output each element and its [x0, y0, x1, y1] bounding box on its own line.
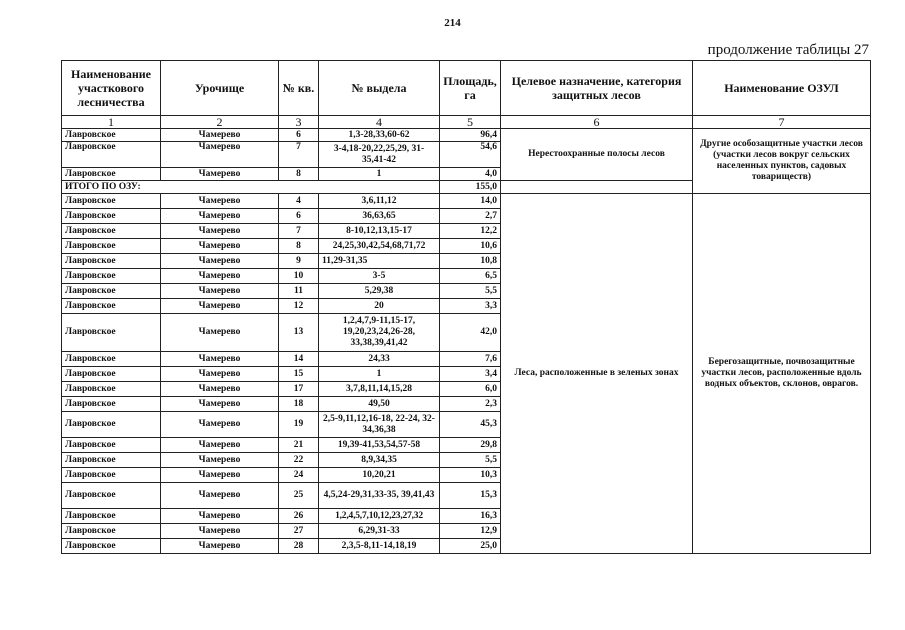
cell-area: 29,8 — [440, 438, 501, 453]
cell-allotments: 3,7,8,11,14,15,28 — [319, 382, 440, 397]
cell-quarter: 4 — [279, 194, 319, 209]
header-allotment-number: № выдела — [319, 61, 440, 116]
cell-quarter: 17 — [279, 382, 319, 397]
cell-quarter: 11 — [279, 284, 319, 299]
header-purpose: Целевое назначение, категория защитных лесов — [501, 61, 693, 116]
column-number: 1 — [62, 116, 161, 129]
cell-area: 54,6 — [440, 142, 501, 168]
cell-forestry: Лавровское — [62, 209, 161, 224]
cell-forestry: Лавровское — [62, 352, 161, 367]
cell-forestry: Лавровское — [62, 539, 161, 554]
cell-allotments: 10,20,21 — [319, 468, 440, 483]
cell-area: 96,4 — [440, 129, 501, 142]
cell-forestry: Лавровское — [62, 142, 161, 168]
cell-quarter: 28 — [279, 539, 319, 554]
cell-forestry: Лавровское — [62, 453, 161, 468]
cell-tract: Чамерево — [161, 239, 279, 254]
cell-tract: Чамерево — [161, 524, 279, 539]
cell-empty — [501, 181, 693, 194]
header-area: Площадь, га — [440, 61, 501, 116]
cell-quarter: 7 — [279, 142, 319, 168]
cell-allotments: 36,63,65 — [319, 209, 440, 224]
cell-allotments: 3-4,18-20,22,25,29, 31-35,41-42 — [319, 142, 440, 168]
cell-quarter: 10 — [279, 269, 319, 284]
cell-area: 14,0 — [440, 194, 501, 209]
cell-area: 4,0 — [440, 168, 501, 181]
cell-tract: Чамерево — [161, 382, 279, 397]
cell-quarter: 24 — [279, 468, 319, 483]
cell-quarter: 6 — [279, 129, 319, 142]
cell-allotments: 2,3,5-8,11-14,18,19 — [319, 539, 440, 554]
cell-quarter: 15 — [279, 367, 319, 382]
cell-area: 2,3 — [440, 397, 501, 412]
cell-allotments: 6,29,31-33 — [319, 524, 440, 539]
cell-forestry: Лавровское — [62, 314, 161, 352]
cell-allotments: 24,25,30,42,54,68,71,72 — [319, 239, 440, 254]
cell-forestry: Лавровское — [62, 524, 161, 539]
cell-forestry: Лавровское — [62, 168, 161, 181]
cell-area: 12,9 — [440, 524, 501, 539]
cell-tract: Чамерево — [161, 209, 279, 224]
cell-area: 5,5 — [440, 453, 501, 468]
cell-tract: Чамерево — [161, 194, 279, 209]
cell-area: 45,3 — [440, 412, 501, 438]
cell-allotments: 1 — [319, 168, 440, 181]
cell-ozul: Берегозащитные, почвозащитные участки лесов, расположенные вдоль водных объектов, склонов, оврагов. — [693, 194, 871, 554]
cell-forestry: Лавровское — [62, 269, 161, 284]
cell-quarter: 8 — [279, 168, 319, 181]
cell-quarter: 8 — [279, 239, 319, 254]
cell-allotments: 5,29,38 — [319, 284, 440, 299]
column-number: 3 — [279, 116, 319, 129]
total-label: ИТОГО ПО ОЗУ: — [62, 181, 440, 194]
cell-area: 5,5 — [440, 284, 501, 299]
cell-quarter: 13 — [279, 314, 319, 352]
cell-forestry: Лавровское — [62, 509, 161, 524]
cell-area: 10,6 — [440, 239, 501, 254]
cell-tract: Чамерево — [161, 539, 279, 554]
column-number: 5 — [440, 116, 501, 129]
cell-quarter: 7 — [279, 224, 319, 239]
cell-forestry: Лавровское — [62, 412, 161, 438]
cell-allotments: 1,2,4,7,9-11,15-17, 19,20,23,24,26-28, 33,38,39,41,42 — [319, 314, 440, 352]
cell-quarter: 21 — [279, 438, 319, 453]
cell-tract: Чамерево — [161, 254, 279, 269]
cell-forestry: Лавровское — [62, 284, 161, 299]
cell-quarter: 19 — [279, 412, 319, 438]
cell-allotments: 1,3-28,33,60-62 — [319, 129, 440, 142]
header-forestry-name: Наименование участкового лесничества — [62, 61, 161, 116]
column-number: 6 — [501, 116, 693, 129]
cell-tract: Чамерево — [161, 352, 279, 367]
cell-tract: Чамерево — [161, 468, 279, 483]
cell-area: 10,3 — [440, 468, 501, 483]
cell-tract: Чамерево — [161, 483, 279, 509]
cell-area: 2,7 — [440, 209, 501, 224]
cell-area: 6,5 — [440, 269, 501, 284]
cell-allotments: 3-5 — [319, 269, 440, 284]
cell-quarter: 27 — [279, 524, 319, 539]
cell-tract: Чамерево — [161, 367, 279, 382]
cell-forestry: Лавровское — [62, 254, 161, 269]
cell-forestry: Лавровское — [62, 438, 161, 453]
cell-tract: Чамерево — [161, 509, 279, 524]
forest-area-table — [61, 60, 871, 554]
cell-forestry: Лавровское — [62, 397, 161, 412]
cell-quarter: 22 — [279, 453, 319, 468]
cell-allotments: 2,5-9,11,12,16-18, 22-24, 32-34,36,38 — [319, 412, 440, 438]
header-ozul-name: Наименование ОЗУЛ — [693, 61, 871, 116]
cell-allotments: 8-10,12,13,15-17 — [319, 224, 440, 239]
cell-quarter: 12 — [279, 299, 319, 314]
cell-tract: Чамерево — [161, 453, 279, 468]
cell-purpose: Нерестоохранные полосы лесов — [501, 129, 693, 181]
cell-forestry: Лавровское — [62, 194, 161, 209]
cell-tract: Чамерево — [161, 438, 279, 453]
cell-forestry: Лавровское — [62, 382, 161, 397]
cell-area: 7,6 — [440, 352, 501, 367]
cell-tract: Чамерево — [161, 397, 279, 412]
cell-ozul: Другие особозащитные участки лесов (участки лесов вокруг сельских населенных пунктов, садовых товариществ) — [693, 129, 871, 194]
cell-allotments: 4,5,24-29,31,33-35, 39,41,43 — [319, 483, 440, 509]
cell-forestry: Лавровское — [62, 483, 161, 509]
cell-allotments: 1 — [319, 367, 440, 382]
cell-area: 3,4 — [440, 367, 501, 382]
cell-area: 16,3 — [440, 509, 501, 524]
cell-tract: Чамерево — [161, 412, 279, 438]
cell-area: 15,3 — [440, 483, 501, 509]
cell-area: 10,8 — [440, 254, 501, 269]
column-number: 4 — [319, 116, 440, 129]
cell-quarter: 6 — [279, 209, 319, 224]
cell-area: 25,0 — [440, 539, 501, 554]
cell-quarter: 25 — [279, 483, 319, 509]
cell-tract: Чамерево — [161, 269, 279, 284]
cell-tract: Чамерево — [161, 224, 279, 239]
cell-area: 12,2 — [440, 224, 501, 239]
page-number: 214 — [444, 17, 461, 29]
cell-purpose: Леса, расположенные в зеленых зонах — [501, 194, 693, 554]
cell-tract: Чамерево — [161, 168, 279, 181]
header-tract: Урочище — [161, 61, 279, 116]
cell-quarter: 26 — [279, 509, 319, 524]
cell-quarter: 14 — [279, 352, 319, 367]
cell-forestry: Лавровское — [62, 367, 161, 382]
cell-allotments: 8,9,34,35 — [319, 453, 440, 468]
cell-allotments: 11,29-31,35 — [319, 254, 440, 269]
total-value: 155,0 — [440, 181, 501, 194]
cell-allotments: 20 — [319, 299, 440, 314]
cell-quarter: 9 — [279, 254, 319, 269]
cell-area: 42,0 — [440, 314, 501, 352]
cell-allotments: 24,33 — [319, 352, 440, 367]
cell-allotments: 1,2,4,5,7,10,12,23,27,32 — [319, 509, 440, 524]
cell-forestry: Лавровское — [62, 129, 161, 142]
cell-tract: Чамерево — [161, 299, 279, 314]
column-number: 7 — [693, 116, 871, 129]
cell-allotments: 3,6,11,12 — [319, 194, 440, 209]
cell-tract: Чамерево — [161, 129, 279, 142]
column-number: 2 — [161, 116, 279, 129]
table-row — [62, 194, 871, 209]
cell-tract: Чамерево — [161, 142, 279, 168]
cell-tract: Чамерево — [161, 314, 279, 352]
table-continuation-label: продолжение таблицы 27 — [707, 42, 869, 58]
header-quarter-number: № кв. — [279, 61, 319, 116]
cell-forestry: Лавровское — [62, 239, 161, 254]
column-number-row — [62, 116, 871, 129]
table-row — [62, 129, 871, 142]
cell-forestry: Лавровское — [62, 299, 161, 314]
cell-allotments: 49,50 — [319, 397, 440, 412]
cell-area: 6,0 — [440, 382, 501, 397]
header-row — [62, 61, 871, 116]
cell-tract: Чамерево — [161, 284, 279, 299]
cell-allotments: 19,39-41,53,54,57-58 — [319, 438, 440, 453]
cell-area: 3,3 — [440, 299, 501, 314]
cell-forestry: Лавровское — [62, 468, 161, 483]
cell-quarter: 18 — [279, 397, 319, 412]
cell-forestry: Лавровское — [62, 224, 161, 239]
